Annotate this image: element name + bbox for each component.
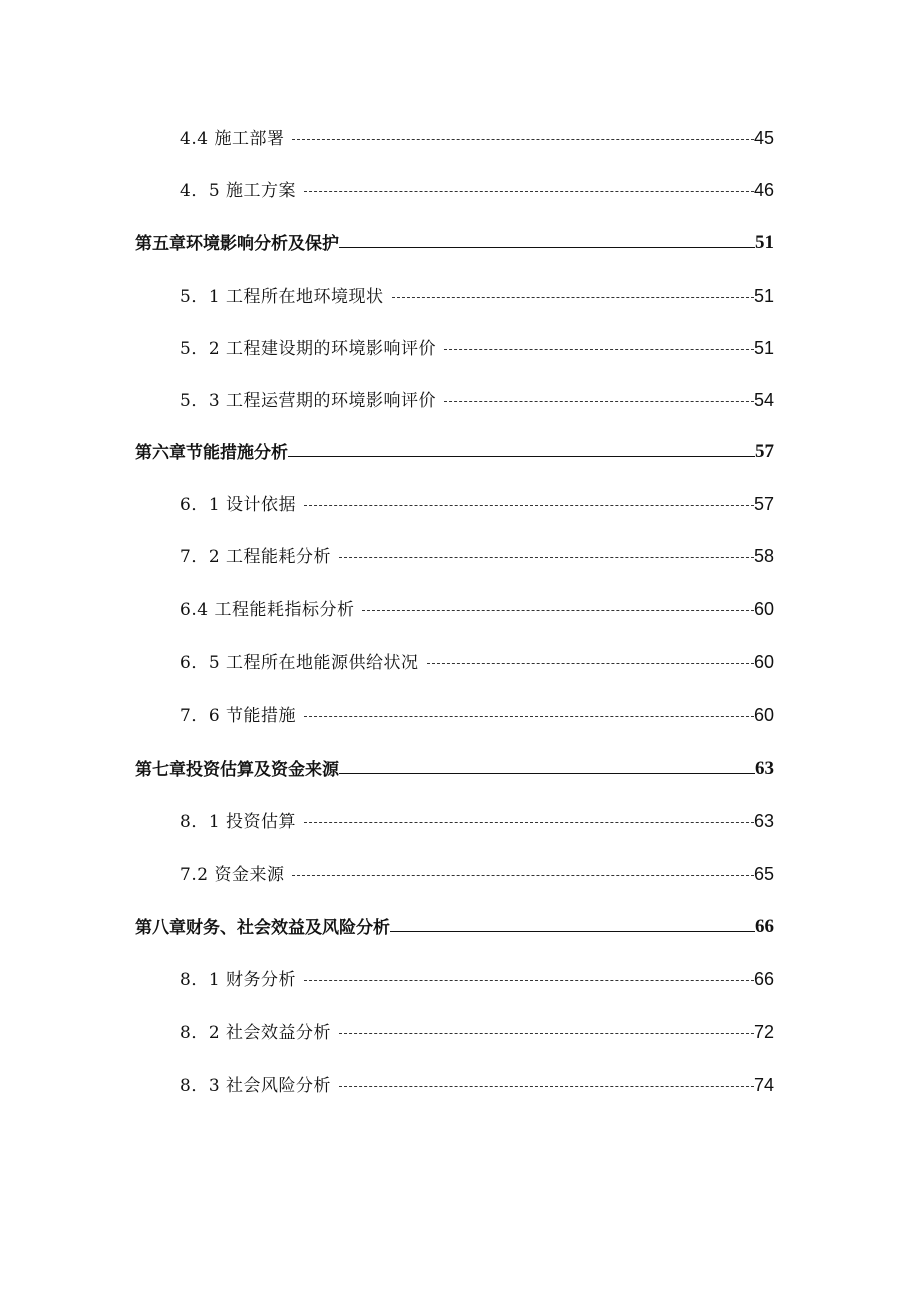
toc-leader-line [390, 931, 755, 932]
toc-entry-label: 6．5 工程所在地能源供给状况 [180, 653, 419, 673]
toc-entry-8-1-finance[interactable] [180, 960, 774, 990]
toc-entry-label: 8．1 投资估算 [180, 812, 297, 832]
toc-page-number: 51 [753, 338, 774, 358]
toc-page-number: 72 [753, 1022, 774, 1042]
toc-chapter-label: 第七章投资估算及资金来源 [135, 760, 339, 780]
toc-leader-line [288, 456, 755, 457]
toc-page-number: 60 [753, 652, 774, 672]
toc-entry-label: 5．2 工程建设期的环境影响评价 [180, 339, 437, 359]
toc-page-number: 46 [753, 180, 774, 200]
toc-page-number: 74 [753, 1075, 774, 1095]
toc-chapter-label: 第五章环境影响分析及保护 [135, 234, 339, 254]
toc-entry-label: 8．3 社会风险分析 [180, 1076, 332, 1096]
toc-dot-leader [339, 1033, 754, 1034]
toc-page-number: 63 [753, 811, 774, 831]
toc-entry-label: 8．1 财务分析 [180, 970, 297, 990]
toc-page-number: 65 [753, 864, 774, 884]
toc-entry-7-6[interactable] [180, 696, 774, 726]
toc-chapter-8[interactable] [135, 908, 774, 938]
toc-chapter-6[interactable] [135, 433, 774, 463]
toc-entry-6-5[interactable] [180, 643, 774, 673]
toc-entry-label: 5．3 工程运营期的环境影响评价 [180, 391, 437, 411]
toc-entry-label: 7．6 节能措施 [180, 706, 297, 726]
toc-entry-4-5[interactable] [180, 171, 774, 201]
toc-dot-leader [292, 875, 754, 876]
toc-dot-leader [339, 557, 754, 558]
toc-dot-leader [362, 610, 754, 611]
toc-entry-4-4[interactable] [180, 119, 774, 149]
toc-page-number: 60 [753, 705, 774, 725]
toc-page-number: 66 [755, 916, 774, 937]
toc-entry-label: 4．5 施工方案 [180, 181, 297, 201]
toc-page-number: 51 [753, 286, 774, 306]
toc-entry-label: 5．1 工程所在地环境现状 [180, 287, 384, 307]
toc-page-number: 63 [755, 758, 774, 779]
toc-dot-leader [427, 663, 754, 664]
toc-entry-8-1[interactable] [180, 802, 774, 832]
toc-entry-7-2[interactable] [180, 537, 774, 567]
toc-dot-leader [304, 980, 754, 981]
toc-entry-5-1[interactable] [180, 277, 774, 307]
toc-chapter-label: 第六章节能措施分析 [135, 443, 288, 463]
toc-leader-line [339, 247, 755, 248]
toc-entry-label: 6.4 工程能耗指标分析 [180, 600, 355, 620]
toc-entry-label: 6．1 设计依据 [180, 495, 297, 515]
toc-chapter-label: 第八章财务、社会效益及风险分析 [135, 918, 390, 938]
toc-entry-5-2[interactable] [180, 329, 774, 359]
toc-leader-line [339, 773, 755, 774]
toc-page-number: 60 [753, 599, 774, 619]
toc-page-number: 57 [755, 441, 774, 462]
toc-page-number: 54 [753, 390, 774, 410]
toc-dot-leader [392, 297, 754, 298]
toc-entry-5-3[interactable] [180, 381, 774, 411]
toc-chapter-5[interactable] [135, 224, 774, 254]
toc-dot-leader [304, 822, 754, 823]
toc-entry-label: 4.4 施工部署 [180, 129, 285, 149]
toc-dot-leader [444, 401, 754, 402]
toc-dot-leader [339, 1086, 754, 1087]
toc-dot-leader [304, 505, 754, 506]
toc-dot-leader [304, 191, 754, 192]
toc-entry-label: 7．2 工程能耗分析 [180, 547, 332, 567]
toc-page-number: 51 [755, 232, 774, 253]
toc-page-number: 58 [753, 546, 774, 566]
toc-entry-label: 7.2 资金来源 [180, 865, 285, 885]
toc-entry-8-3[interactable] [180, 1066, 774, 1096]
toc-chapter-7[interactable] [135, 750, 774, 780]
toc-entry-7-2-funding[interactable] [180, 855, 774, 885]
toc-entry-6-4[interactable] [180, 590, 774, 620]
toc-entry-6-1[interactable] [180, 485, 774, 515]
toc-entry-label: 8．2 社会效益分析 [180, 1023, 332, 1043]
toc-entry-8-2[interactable] [180, 1013, 774, 1043]
toc-page-number: 66 [753, 969, 774, 989]
toc-dot-leader [292, 139, 754, 140]
toc-page-number: 45 [753, 128, 774, 148]
toc-dot-leader [304, 716, 754, 717]
toc-dot-leader [444, 349, 754, 350]
toc-page-number: 57 [753, 494, 774, 514]
